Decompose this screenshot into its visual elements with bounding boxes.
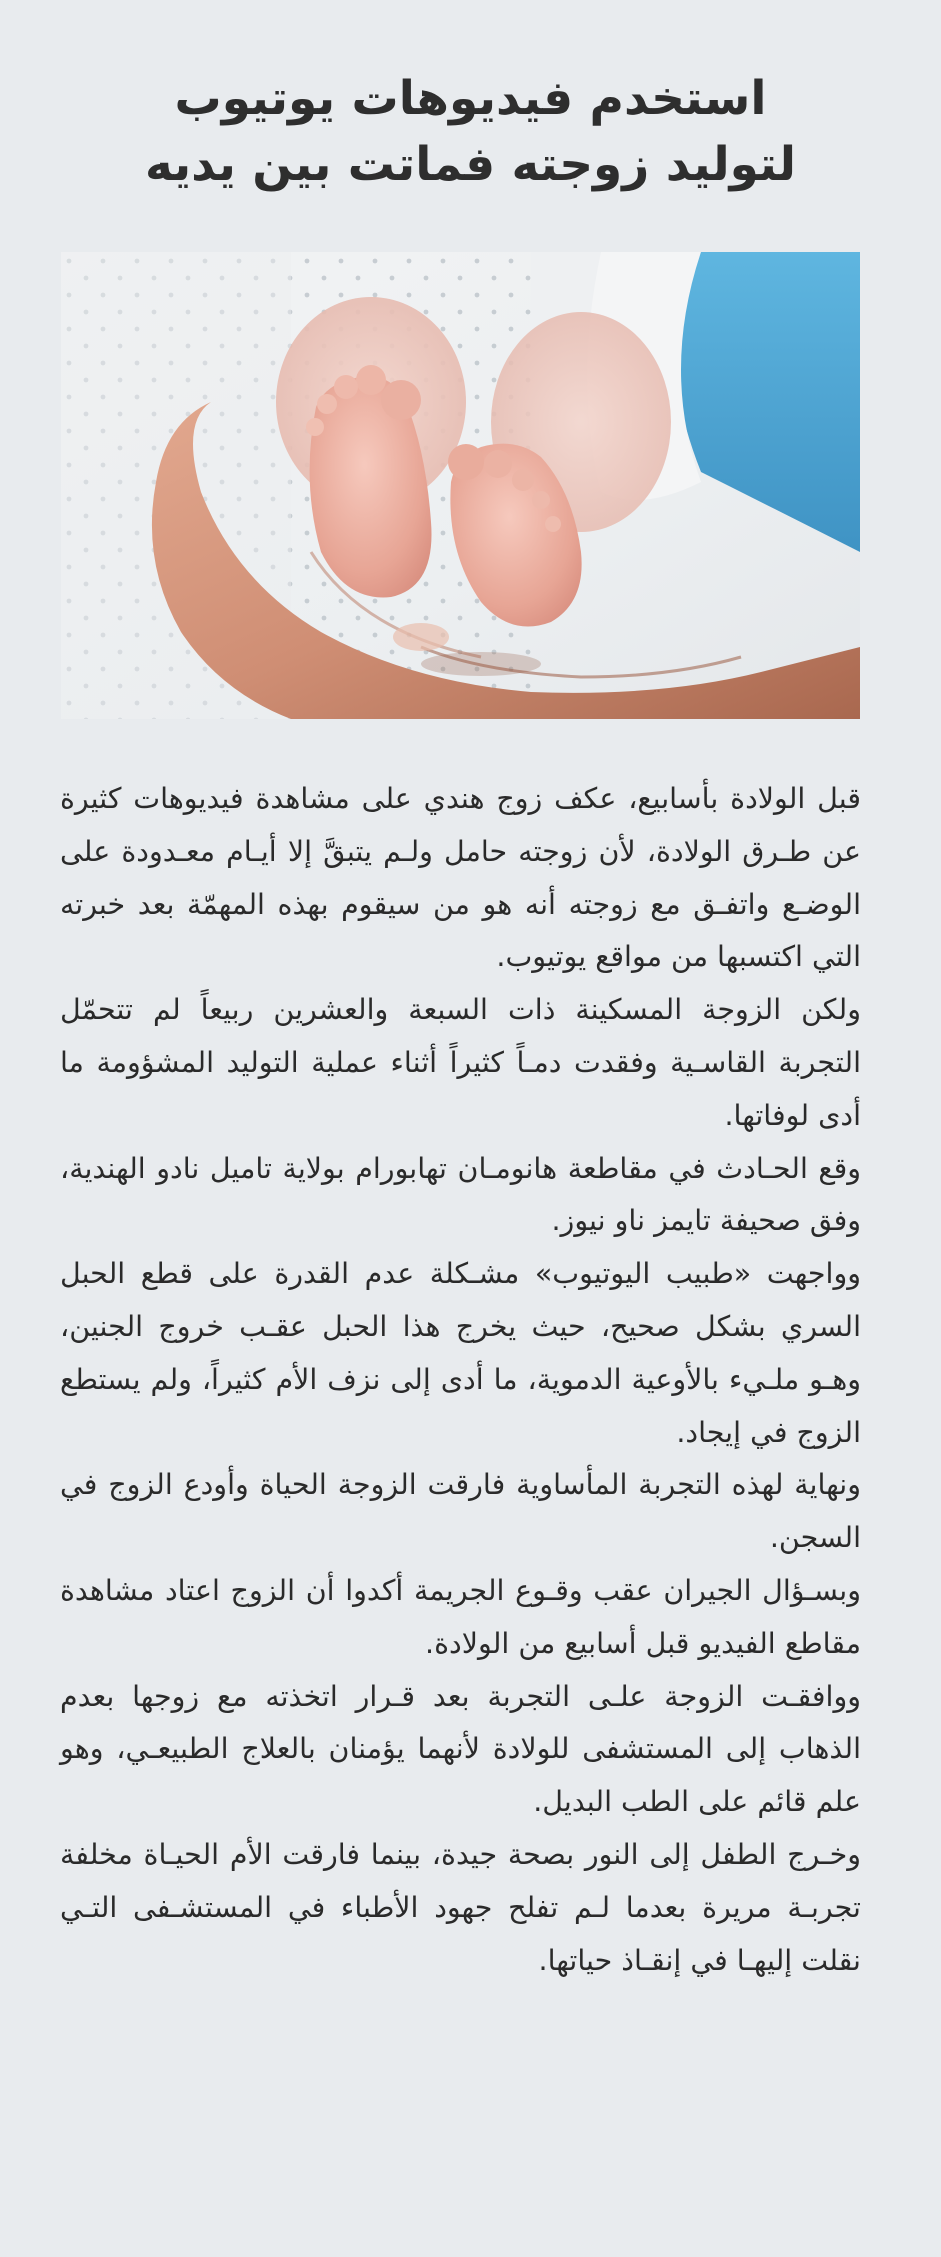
headline-line-2: لتوليد زوجته فماتت بين يديه: [145, 137, 796, 192]
article-body: [60, 773, 861, 1987]
headline-line-1: استخدم فيديوهات يوتيوب: [174, 71, 767, 126]
paragraph-4: وواجهت «طبيب اليوتيوب» مشـكلة عدم القدرة على قطع الحبل السري بشكل صحيح، حيث يخرج هذا الحبل عقـب خروج الجنين، وهـو ملـيء بالأوعية الدموية، ما أدى إلى نزف الأم كثيراً، ولم يستطع الزوج في إيجاد.: [60, 1257, 861, 1449]
paragraph-7: ووافقـت الزوجة علـى التجربة بعد قـرار اتخذته مع زوجها بعدم الذهاب إلى المستشفى للولادة لأنهما يؤمنان بالعلاج الطبيعـي، وهو علم قائم على الطب البديل.: [60, 1679, 861, 1819]
paragraph-2: ولكن الزوجة المسكينة ذات السبعة والعشرين ربيعاً لم تتحمّل التجربة القاسـية وفقدت دمـاً كثيراً أثناء عملية التوليد المشؤومة ما أدى لوفاتها.: [60, 993, 861, 1132]
paragraph-8: وخـرج الطفل إلى النور بصحة جيدة، بينما فارقت الأم الحيـاة مخلفة تجربـة مريرة بعدما لـم تفلح جهود الأطباء في المستشـفى التـي نقلت إليهـا في إنقـاذ حياتها.: [60, 1837, 861, 1977]
article-headline: [50, 66, 891, 198]
paragraph-6: وبسـؤال الجيران عقب وقـوع الجريمة أكدوا أن الزوج اعتاد مشاهدة مقاطع الفيديو قبل أسابيع من الولادة.: [60, 1573, 861, 1660]
baby-feet-photo-icon: [61, 252, 860, 719]
article-photo: [61, 252, 860, 719]
paragraph-1: قبل الولادة بأسابيع، عكف زوج هندي على مشاهدة فيديوهات كثيرة عن طـرق الولادة، لأن زوجته حامل ولـم يتبقَّ إلا أيـام معـدودة على الوضـع واتفـق مع زوجته أنه هو من سيقوم بهذه المهمّة بعد خبرته التي اكتسبها من مواقع يوتيوب.: [60, 782, 861, 974]
paragraph-3: وقع الحـادث في مقاطعة هانومـان تهابورام بولاية تاميل نادو الهندية، وفق صحيفة تايمز ناو نيوز.: [60, 1151, 861, 1238]
paragraph-5: ونهاية لهذه التجربة المأساوية فارقت الزوجة الحياة وأودع الزوج في السجن.: [60, 1468, 861, 1555]
